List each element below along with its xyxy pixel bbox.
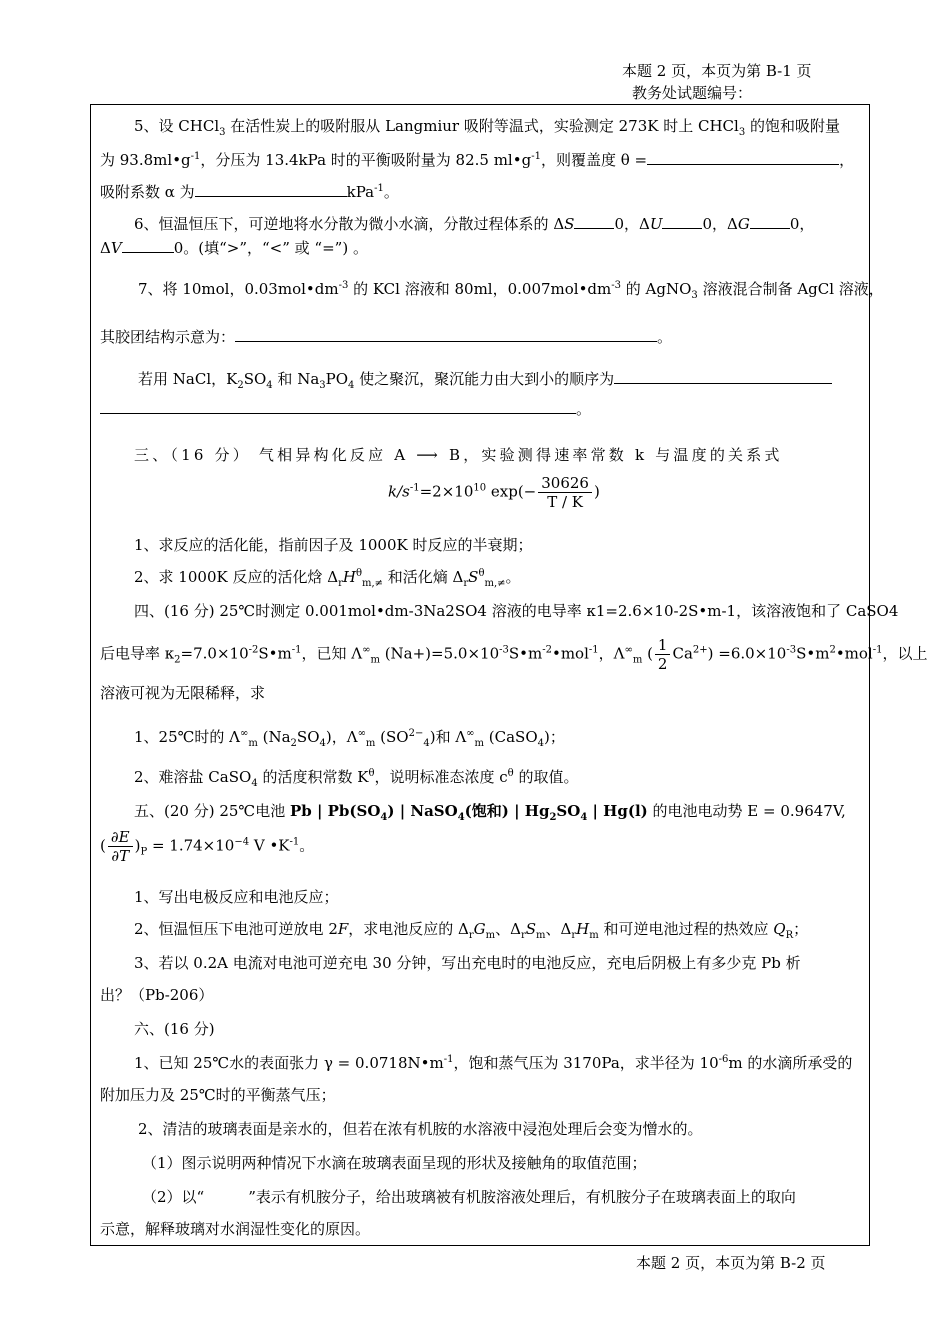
section6-q1-line1: 1、已知 25℃水的表面张力 $\gamma = 0.0718N•m^{-1}$，饱和蒸气压为 3170Pa，求半径为 $10^{-6}m$ 的水滴所承受的 xyxy=(134,1054,853,1072)
section5-line1: 五、(20 分) 25℃电池 Pb | $Pb(SO_4)$ | NaSO$_4$(饱和) | $Hg_2SO_4$ | Hg(l) 的电池电动势 E = 0.9647V, xyxy=(134,802,846,823)
section4-line3: 溶液可视为无限稀释，求 xyxy=(100,684,266,702)
section6-q2-3: 示意，解释玻璃对水润湿性变化的原因。 xyxy=(100,1220,371,1238)
footer-page-info: 本题 2 页，本页为第 B-2 页 xyxy=(636,1254,826,1272)
answer-blank-dG[interactable] xyxy=(750,214,790,229)
q7-line1: 7、将 10mol，$0.03mol•dm^{-3}$ 的 KCl 溶液和 80ml，$0.007mol•dm^{-3}$ 的 AgNO$_3$ 溶液混合制备 AgCl 溶液， xyxy=(138,280,884,301)
q7-line2: 其胶团结构示意为： 。 xyxy=(100,328,673,346)
header-page-info: 本题 2 页，本页为第 B-1 页 xyxy=(622,62,812,80)
header-exam-number: 教务处试题编号： xyxy=(632,84,753,102)
section5-q3-line2: 出？（Pb-206） xyxy=(100,986,214,1004)
q7-line4: 。 xyxy=(100,398,591,419)
section6-q2-2: （2）以“ ”表示有机胺分子，给出玻璃被有机胺溶液处理后，有机胺分子在玻璃表面上的取向 xyxy=(142,1188,796,1206)
section3-rate-equation: $k/s^{-1}=2\times 10^{10}$ exp(− $\frac{30626}{T / K}$ ) xyxy=(388,474,600,511)
section3-title: 三、（16 分） 气相异构化反应 A ⟶ B，实验测得速率常数 k 与温度的关系式 xyxy=(134,446,783,464)
answer-blank-coagulation-order[interactable] xyxy=(614,369,832,384)
q5-line3: 吸附系数 α 为 kPa$^{-1}$。 xyxy=(100,183,399,201)
section5-q1: 1、写出电极反应和电池反应； xyxy=(134,888,339,906)
answer-blank-coverage[interactable] xyxy=(647,150,839,165)
section6-title: 六、(16 分) xyxy=(134,1020,215,1038)
section6-q2-1: （1）图示说明两种情况下水滴在玻璃表面呈现的形状及接触角的取值范围； xyxy=(142,1154,647,1172)
section6-q2: 2、清洁的玻璃表面是亲水的，但若在浓有机胺的水溶液中浸泡处理后会变为憎水的。 xyxy=(138,1120,703,1138)
exam-content-box xyxy=(90,104,870,1246)
q6-line2: ΔV 0。(填“>”，“<” 或 “=”) 。 xyxy=(100,239,368,257)
section4-q1: 1、25℃时的 $\Lambda^\infty_m$ $(Na_2SO_4)$，$\Lambda^\infty_m$ $(SO^{2-}_4)$和 $\Lambda^\infty_m$ (CaSO$_4$)； xyxy=(134,728,565,749)
section4-line2: 后电导率 $\kappa_2=7.0\times 10^{-2}S•m^{-1}$，已知 $\Lambda^\infty_m$ $(Na+)=5.0\times 10^{-3}S•m^{-2}•mol^{-1}$，$\Lambda^\infty_m$ ( $\frac{1}{2}$ $Ca^{2+}$) $=6.0\times 10^{-3}S•m^2•mol^{-1}$，以上 xyxy=(100,636,928,673)
section5-derivative: ( $\frac{\partial E}{\partial T}$ )$_P = 1.74\times 10^{-4}$ V $•K^{-1}$。 xyxy=(100,828,315,865)
section4-q2: 2、难溶盐 CaSO$_4$ 的活度积常数 $K^\theta$，说明标准态浓度 $c^\theta$ 的取值。 xyxy=(134,768,579,789)
q7-line3: 若用 NaCl，$K_2SO_4$ 和 $Na_3PO_4$ 使之聚沉，聚沉能力由大到小的顺序为 xyxy=(138,368,832,391)
q5-line1: 5、设 CHCl$_3$ 在活性炭上的吸附服从 Langmiur 吸附等温式，实验测定 273K 时上 CHCl$_3$ 的饱和吸附量 xyxy=(134,117,840,138)
answer-blank-dV[interactable] xyxy=(122,238,174,253)
answer-blank-dS[interactable] xyxy=(574,214,614,229)
section6-q1-line2: 附加压力及 25℃时的平衡蒸气压； xyxy=(100,1086,336,1104)
section5-q3-line1: 3、若以 0.2A 电流对电池可逆充电 30 分钟，写出充电时的电池反应，充电后阴极上有多少克 Pb 析 xyxy=(134,954,801,972)
q6-line1: 6、恒温恒压下，可逆地将水分散为微小水滴，分散过程体系的 ΔS 0，ΔU 0，ΔG 0， xyxy=(134,215,815,233)
answer-blank-coagulation-order-cont[interactable] xyxy=(100,399,576,414)
section3-q2: 2、求 1000K 反应的活化焓 $\Delta_rH^\theta_{m,\ne}$ 和活化熵 $\Delta_rS^\theta_{m,\ne}$。 xyxy=(134,568,521,589)
answer-blank-dU[interactable] xyxy=(662,214,702,229)
section4-line1: 四、(16 分) 25℃时测定 0.001mol•dm-3Na2SO4 溶液的电导率 κ1=2.6×10-2S•m-1，该溶液饱和了 CaSO4 xyxy=(134,602,899,620)
answer-blank-micelle[interactable] xyxy=(235,327,657,342)
q5-line2: 为 $93.8ml•g^{-1}$，分压为 13.4kPa 时的平衡吸附量为 82.5 $ml•g^{-1}$，则覆盖度 θ = ， xyxy=(100,151,855,169)
answer-blank-adsorption-coef[interactable] xyxy=(195,182,347,197)
section3-q1: 1、求反应的活化能，指前因子及 1000K 时反应的半衰期； xyxy=(134,536,533,554)
section5-q2: 2、恒温恒压下电池可逆放电 2F，求电池反应的 $\Delta_rG_m$、$\Delta_rS_m$、$\Delta_rH_m$ 和可逆电池过程的热效应 $Q_R$； xyxy=(134,920,809,941)
